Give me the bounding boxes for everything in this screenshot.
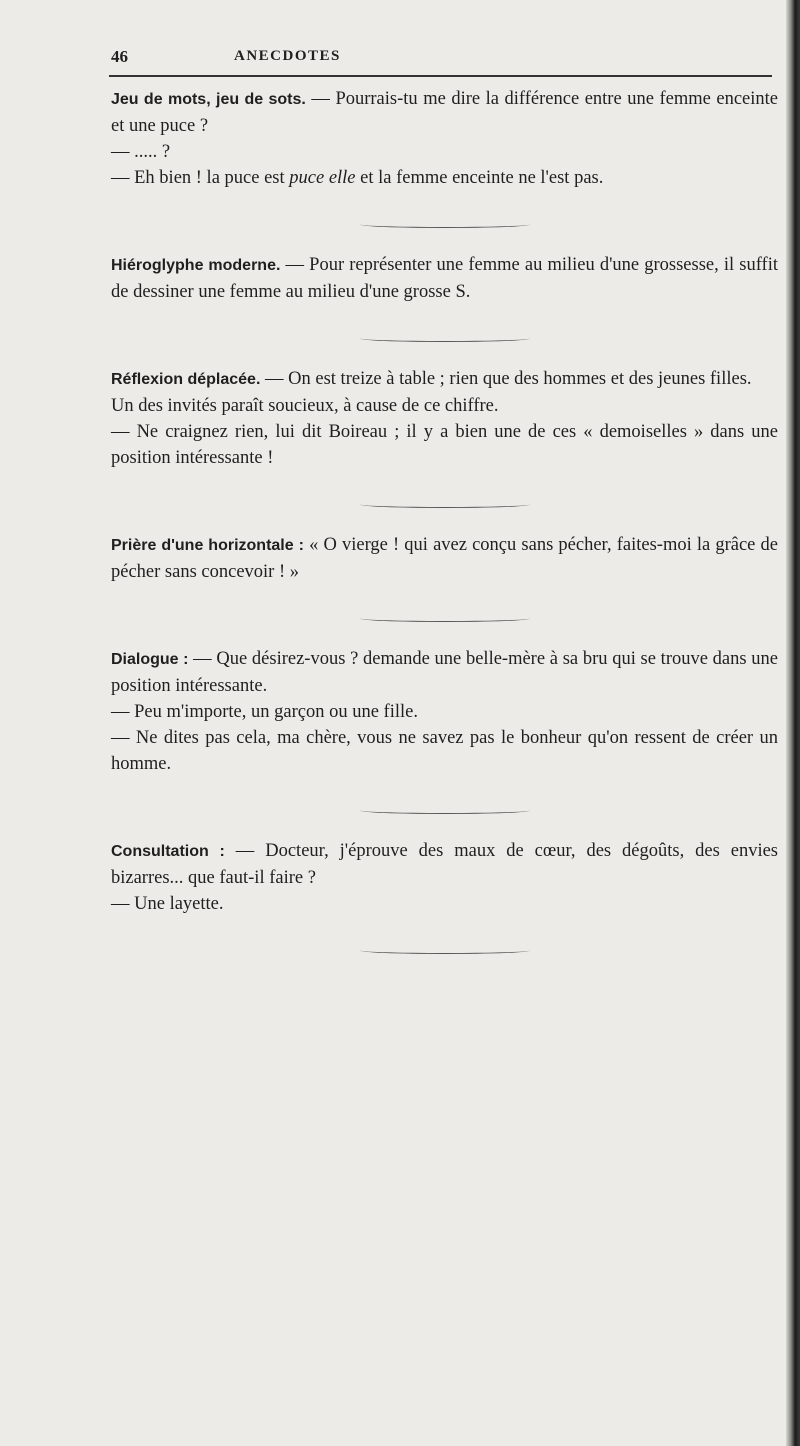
anecdote-dialogue xyxy=(111,646,778,777)
separator-ornament xyxy=(360,615,530,622)
anecdote-text: — Que désirez-vous ? demande une belle-mère à sa bru qui se trouve dans une position intéressante. xyxy=(111,649,778,696)
anecdote-italic-text: puce elle xyxy=(289,168,356,188)
anecdote-paragraph: — ..... ? xyxy=(111,142,171,162)
separator-ornament xyxy=(360,807,530,814)
header-rule xyxy=(109,75,772,77)
anecdote-title: Hiéroglyphe moderne. xyxy=(111,257,281,274)
page-edge-shadow xyxy=(786,0,800,1446)
separator-ornament xyxy=(360,221,530,228)
anecdote-text: — Pourrais-tu me dire la différence entre une femme enceinte et une puce ? xyxy=(111,89,779,136)
anecdote-paragraph: — Ne dites pas cela, ma chère, vous ne savez pas le bonheur qu'on ressent de créer un homme. xyxy=(111,728,778,774)
anecdote-paragraph: — Peu m'importe, un garçon ou une fille. xyxy=(111,702,418,722)
anecdote-paragraph xyxy=(111,86,778,139)
anecdote-paragraph: Un des invités paraît soucieux, à cause de ce chiffre. xyxy=(111,396,499,416)
anecdote-text: — Pour représenter une femme au milieu d'une grossesse, il suffit de dessiner une femme au milieu d'une grosse S. xyxy=(111,255,779,302)
anecdote-text: — Eh bien ! la puce est xyxy=(111,168,290,188)
anecdote-hieroglyphe xyxy=(111,252,778,305)
anecdote-title: Dialogue : xyxy=(111,651,189,668)
anecdote-paragraph xyxy=(111,838,778,891)
anecdote-paragraph xyxy=(111,646,778,699)
anecdote-priere xyxy=(111,532,778,585)
anecdote-title: Réflexion déplacée. xyxy=(111,371,261,388)
anecdote-text: « O vierge ! qui avez conçu sans pécher, faites-moi la grâce de pécher sans concevoir ! » xyxy=(111,535,778,582)
anecdote-text: — On est treize à table ; rien que des hommes et des jeunes filles. xyxy=(265,369,752,389)
anecdote-consultation xyxy=(111,838,778,917)
anecdote-jeu-de-mots xyxy=(111,86,778,191)
anecdote-paragraph: — Ne craignez rien, lui dit Boireau ; il y a bien une de ces « demoiselles » dans une position intéressante ! xyxy=(111,422,778,468)
anecdote-text: — Docteur, j'éprouve des maux de cœur, des dégoûts, des envies bizarres... que faut-il faire ? xyxy=(111,841,779,888)
anecdote-paragraph xyxy=(111,366,778,393)
page-body xyxy=(111,86,778,978)
separator-ornament xyxy=(360,947,530,954)
anecdote-title: Consultation : xyxy=(111,843,225,860)
anecdote-paragraph xyxy=(111,252,778,305)
page-header xyxy=(111,47,631,73)
page-number: 46 xyxy=(111,47,128,66)
running-head: ANECDOTES xyxy=(234,48,341,64)
separator-ornament xyxy=(360,335,530,342)
separator-ornament xyxy=(360,501,530,508)
anecdote-paragraph xyxy=(111,532,778,585)
anecdote-title: Prière d'une horizontale : xyxy=(111,537,304,554)
anecdote-paragraph: — Une layette. xyxy=(111,894,224,914)
anecdote-paragraph xyxy=(111,165,778,191)
anecdote-reflexion xyxy=(111,366,778,471)
anecdote-title: Jeu de mots, jeu de sots. xyxy=(111,91,306,108)
anecdote-text: et la femme enceinte ne l'est pas. xyxy=(355,168,604,188)
